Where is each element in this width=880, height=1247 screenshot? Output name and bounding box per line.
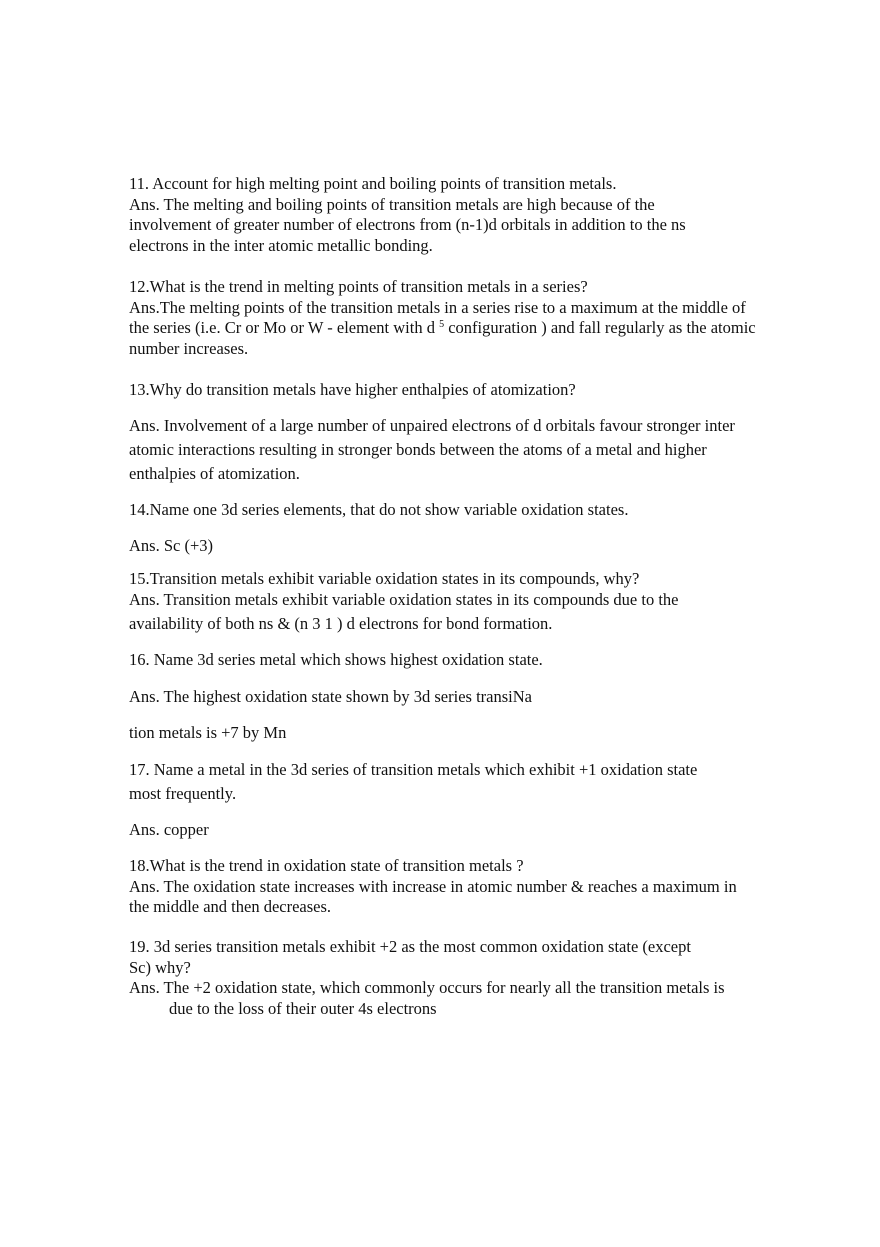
question-text: 16. Name 3d series metal which shows highest oxidation state. — [129, 650, 543, 669]
superscript: 5 — [439, 319, 445, 330]
answer-line: Ans. Sc (+3) — [129, 536, 214, 555]
answer-line: Ans. copper — [129, 820, 209, 839]
answer-line: Ans. Transition metals exhibit variable oxidation states in its compounds due to the — [129, 590, 679, 609]
answer-15 — [129, 588, 821, 636]
question-14 — [129, 500, 821, 521]
question-19 — [129, 937, 821, 1019]
answer-line: the middle and then decreases. — [129, 897, 332, 916]
answer-line: tion metals is +7 by Mn — [129, 723, 287, 742]
answer-line: number increases. — [129, 338, 249, 358]
question-16 — [129, 650, 821, 671]
answer-line: due to the loss of their outer 4s electrons — [169, 998, 437, 1018]
question-text: 11. Account for high melting point and boiling points of transition metals. — [129, 174, 617, 193]
answer-line: Ans. The melting and boiling points of transition metals are high because of the — [129, 194, 655, 214]
question-text: 15.Transition metals exhibit variable oxidation states in its compounds, why? — [129, 569, 640, 588]
answer-line: Ans. Involvement of a large number of unpaired electrons of d orbitals favour stronger inter — [129, 416, 735, 435]
answer-line: atomic interactions resulting in stronger bonds between the atoms of a metal and higher — [129, 440, 707, 459]
question-text: 19. 3d series transition metals exhibit +2 as the most common oxidation state (except — [129, 937, 691, 956]
answer-line: involvement of greater number of electrons from (n-1)d orbitals in addition to the ns — [129, 215, 686, 234]
answer-16-continued — [129, 723, 821, 744]
answer-line: availability of both ns & (n 3 1 ) d electrons for bond formation. — [129, 614, 553, 633]
question-text: Sc) why? — [129, 957, 191, 977]
question-text: 14.Name one 3d series elements, that do not show variable oxidation states. — [129, 500, 629, 519]
answer-line: enthalpies of atomization. — [129, 464, 300, 483]
question-text: 12.What is the trend in melting points of transition metals in a series? — [129, 277, 588, 296]
answer-16 — [129, 687, 821, 708]
answer-line: Ans. The highest oxidation state shown by 3d series transiNa — [129, 687, 532, 706]
question-12 — [129, 277, 821, 359]
answer-13 — [129, 414, 821, 486]
answer-line: Ans.The melting points of the transition metals in a series rise to a maximum at the middle of — [129, 297, 746, 317]
answer-17 — [129, 820, 821, 841]
answer-14 — [129, 536, 821, 557]
answer-line — [129, 318, 821, 339]
question-13 — [129, 380, 821, 401]
question-17 — [129, 758, 821, 806]
answer-line: Ans. The +2 oxidation state, which commonly occurs for nearly all the transition metals is — [129, 978, 725, 997]
question-text: 18.What is the trend in oxidation state of transition metals ? — [129, 856, 524, 875]
answer-segment: configuration ) and fall regularly as the atomic — [444, 318, 756, 337]
question-text: 13.Why do transition metals have higher enthalpies of atomization? — [129, 380, 576, 399]
question-15 — [129, 569, 821, 590]
answer-line: Ans. The oxidation state increases with increase in atomic number & reaches a maximum in — [129, 876, 737, 896]
question-text: most frequently. — [129, 784, 237, 803]
answer-segment: the series (i.e. Cr or Mo or W - element with d — [129, 318, 440, 337]
answer-line: electrons in the inter atomic metallic bonding. — [129, 235, 433, 255]
question-18 — [129, 856, 821, 918]
question-11 — [129, 174, 821, 256]
question-text: 17. Name a metal in the 3d series of transition metals which exhibit +1 oxidation state — [129, 760, 698, 779]
